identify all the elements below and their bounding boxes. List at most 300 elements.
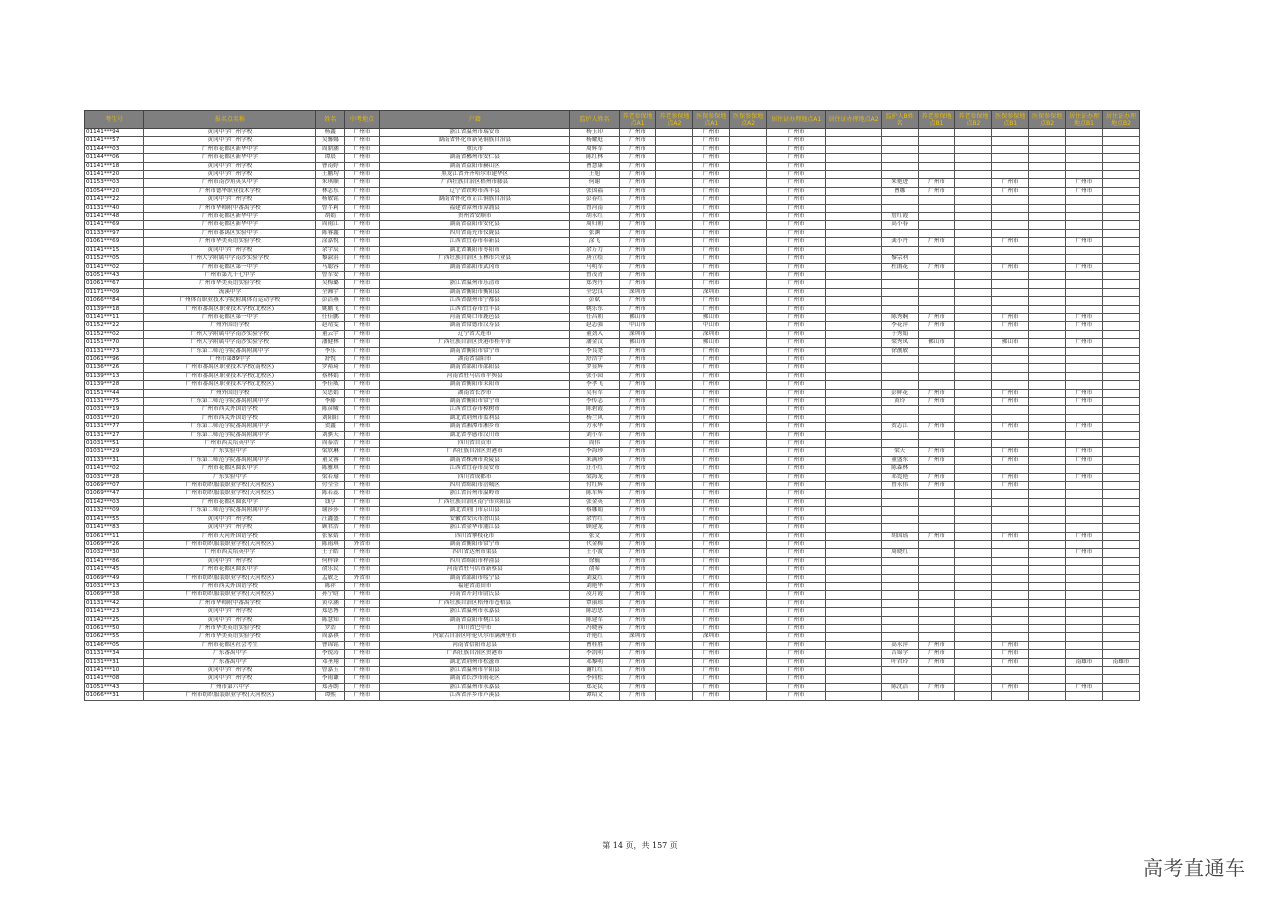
- table-cell: 广东第二师范学院番禺附属中学: [144, 431, 316, 439]
- table-row: [85, 624, 1140, 632]
- table-cell: [656, 473, 693, 481]
- table-row: [85, 330, 1140, 338]
- table-cell: [1066, 280, 1103, 288]
- table-cell: 01062***55: [85, 633, 144, 641]
- table-cell: 01141***55: [85, 515, 144, 523]
- table-cell: 陈森林: [881, 465, 918, 473]
- table-cell: [1102, 490, 1139, 498]
- table-cell: [379, 271, 570, 279]
- table-cell: [1066, 675, 1103, 683]
- table-cell: 广州市: [767, 524, 826, 532]
- table-cell: 周雨江: [316, 221, 345, 229]
- table-cell: [881, 498, 918, 506]
- table-cell: 广州市: [345, 389, 380, 397]
- table-cell: [1066, 633, 1103, 641]
- table-row: [85, 364, 1140, 372]
- column-header: 医保参保地点B2: [1029, 111, 1066, 129]
- table-cell: 广州市: [619, 238, 656, 246]
- table-cell: [730, 179, 767, 187]
- table-cell: [881, 297, 918, 305]
- table-cell: 广州市: [693, 582, 730, 590]
- table-cell: [992, 129, 1029, 137]
- table-cell: [1066, 305, 1103, 313]
- table-cell: [1066, 204, 1103, 212]
- table-cell: 广州市花都区新华中学: [144, 154, 316, 162]
- table-cell: 广州市: [619, 473, 656, 481]
- table-cell: 广州市: [693, 423, 730, 431]
- table-cell: [730, 154, 767, 162]
- table-cell: [881, 196, 918, 204]
- table-cell: [730, 540, 767, 548]
- table-cell: 广州市: [693, 355, 730, 363]
- table-cell: 广州市: [1066, 238, 1103, 246]
- table-cell: 广州市: [619, 448, 656, 456]
- table-cell: 邓霓艳: [881, 473, 918, 481]
- table-cell: [826, 154, 881, 162]
- table-cell: [881, 440, 918, 448]
- table-cell: [1102, 591, 1139, 599]
- table-cell: [656, 498, 693, 506]
- table-cell: 广州市: [619, 187, 656, 195]
- table-cell: [730, 683, 767, 691]
- table-cell: 胡国瑶: [881, 532, 918, 540]
- table-row: [85, 490, 1140, 498]
- table-cell: [826, 515, 881, 523]
- table-row: [85, 297, 1140, 305]
- table-cell: [992, 280, 1029, 288]
- table-cell: [730, 650, 767, 658]
- table-cell: 广州市: [992, 473, 1029, 481]
- table-cell: 广州市: [767, 398, 826, 406]
- table-cell: [826, 204, 881, 212]
- column-header: 医保参保地点A2: [730, 111, 767, 129]
- table-cell: [1102, 288, 1139, 296]
- table-cell: [992, 213, 1029, 221]
- table-cell: [881, 507, 918, 515]
- table-row: [85, 129, 1140, 137]
- table-cell: 顾建龙: [570, 524, 619, 532]
- table-cell: [918, 280, 955, 288]
- table-cell: 江西省宜春市高安市: [379, 465, 570, 473]
- table-row: [85, 549, 1140, 557]
- table-cell: [826, 305, 881, 313]
- table-cell: [881, 372, 918, 380]
- table-cell: [992, 221, 1029, 229]
- table-cell: 刘小军: [570, 431, 619, 439]
- table-cell: 高小春: [881, 221, 918, 229]
- table-cell: 广州市: [767, 549, 826, 557]
- table-cell: 广州市: [918, 658, 955, 666]
- table-cell: [881, 633, 918, 641]
- table-cell: 广州市天河外国语学校: [144, 532, 316, 540]
- table-cell: [656, 574, 693, 582]
- table-cell: [992, 204, 1029, 212]
- table-row: [85, 389, 1140, 397]
- table-cell: [955, 364, 992, 372]
- table-cell: 胡永红: [570, 213, 619, 221]
- table-cell: 广州市花都区新华中学: [144, 145, 316, 153]
- table-cell: [955, 255, 992, 263]
- table-cell: [730, 129, 767, 137]
- student-table: [84, 110, 1140, 701]
- table-cell: [1029, 599, 1066, 607]
- table-cell: [656, 675, 693, 683]
- table-cell: [992, 515, 1029, 523]
- table-cell: 任佳鹏: [316, 313, 345, 321]
- table-cell: 广州市: [619, 305, 656, 313]
- table-cell: [918, 633, 955, 641]
- table-cell: 曹娜: [881, 187, 918, 195]
- table-cell: [826, 364, 881, 372]
- table-cell: 广州市: [345, 347, 380, 355]
- table-cell: [918, 582, 955, 590]
- table-cell: 广州市: [345, 456, 380, 464]
- table-cell: [955, 624, 992, 632]
- table-cell: 邓黎明: [570, 658, 619, 666]
- table-cell: 河南省驻马店市平舆县: [379, 372, 570, 380]
- table-cell: [1102, 608, 1139, 616]
- table-cell: 广州市: [619, 137, 656, 145]
- table-cell: 江西省萍乡市芦溪县: [379, 692, 570, 700]
- table-cell: 米满珍: [570, 456, 619, 464]
- table-cell: 江西省宜春市奉新县: [379, 238, 570, 246]
- table-cell: 贺鑫: [316, 423, 345, 431]
- table-cell: [881, 667, 918, 675]
- table-cell: 湖南省怀化市芷江侗族自治县: [379, 196, 570, 204]
- table-cell: [730, 574, 767, 582]
- table-cell: [826, 557, 881, 565]
- table-cell: [826, 238, 881, 246]
- table-cell: [918, 196, 955, 204]
- table-cell: [826, 221, 881, 229]
- table-cell: [826, 187, 881, 195]
- table-cell: 广州市: [767, 187, 826, 195]
- table-cell: 广州市: [767, 667, 826, 675]
- table-cell: 张小园: [570, 372, 619, 380]
- table-cell: [656, 532, 693, 540]
- table-cell: 深圳市: [619, 633, 656, 641]
- table-row: [85, 347, 1140, 355]
- table-cell: [918, 162, 955, 170]
- table-cell: [955, 229, 992, 237]
- table-cell: [730, 591, 767, 599]
- table-cell: 张国福: [570, 187, 619, 195]
- table-cell: 安徽省安庆市潜山县: [379, 515, 570, 523]
- table-cell: [826, 599, 881, 607]
- table-cell: 广州市: [619, 482, 656, 490]
- table-cell: 浙江省温州市平阳县: [379, 667, 570, 675]
- column-header: 医保参保地点A1: [693, 111, 730, 129]
- table-cell: 广州市: [693, 650, 730, 658]
- table-cell: 广州市: [619, 549, 656, 557]
- table-row: [85, 154, 1140, 162]
- table-cell: [1102, 667, 1139, 675]
- table-cell: [955, 591, 992, 599]
- table-cell: 吴思娟: [316, 389, 345, 397]
- table-cell: [826, 448, 881, 456]
- column-header: 监护人姓名: [570, 111, 619, 129]
- table-cell: [955, 414, 992, 422]
- table-cell: 广州市: [767, 145, 826, 153]
- table-cell: 广州市: [693, 482, 730, 490]
- table-cell: [1066, 574, 1103, 582]
- table-cell: [955, 683, 992, 691]
- table-cell: 广州市: [767, 599, 826, 607]
- table-cell: [1102, 498, 1139, 506]
- table-cell: 许艳红: [570, 633, 619, 641]
- table-cell: [918, 406, 955, 414]
- table-cell: 01031***13: [85, 582, 144, 590]
- table-cell: 广州市: [345, 204, 380, 212]
- table-row: [85, 641, 1140, 649]
- table-cell: 01032***30: [85, 549, 144, 557]
- table-cell: 佛山市: [619, 339, 656, 347]
- table-cell: 谢红红: [570, 667, 619, 675]
- table-cell: 01069***07: [85, 482, 144, 490]
- table-cell: [1066, 372, 1103, 380]
- table-cell: 广州市华美英语实验学校: [144, 633, 316, 641]
- column-header: 居住证办理地点B1: [1066, 111, 1103, 129]
- table-cell: 广州市: [345, 246, 380, 254]
- table-cell: 贺志江: [881, 423, 918, 431]
- table-cell: [1066, 297, 1103, 305]
- table-row: [85, 650, 1140, 658]
- table-row: [85, 414, 1140, 422]
- table-cell: 01141***18: [85, 162, 144, 170]
- table-cell: [656, 221, 693, 229]
- table-cell: 广州市: [1066, 313, 1103, 321]
- table-cell: 南雄市: [1066, 658, 1103, 666]
- table-cell: 广州市: [918, 473, 955, 481]
- table-cell: 01141***11: [85, 313, 144, 321]
- table-cell: 广州市: [1066, 389, 1103, 397]
- table-cell: 广州市: [693, 574, 730, 582]
- table-cell: 广州大学附属中学南沙实验学校: [144, 339, 316, 347]
- table-cell: 广州市: [345, 532, 380, 540]
- table-cell: [1102, 238, 1139, 246]
- table-cell: [1102, 322, 1139, 330]
- table-cell: [656, 490, 693, 498]
- table-cell: 湖南省邵阳市邵阳县: [379, 364, 570, 372]
- table-cell: [918, 255, 955, 263]
- table-cell: [826, 213, 881, 221]
- table-cell: [881, 288, 918, 296]
- table-cell: 广州市纺织服装职业学校(天河校区): [144, 540, 316, 548]
- table-cell: [1029, 271, 1066, 279]
- table-cell: [656, 313, 693, 321]
- table-cell: [826, 372, 881, 380]
- table-cell: 广州市: [767, 490, 826, 498]
- table-cell: [992, 162, 1029, 170]
- table-cell: [955, 137, 992, 145]
- table-cell: 广州市: [693, 246, 730, 254]
- table-cell: 广州市: [767, 498, 826, 506]
- table-cell: [992, 549, 1029, 557]
- table-cell: [881, 582, 918, 590]
- table-cell: [1102, 154, 1139, 162]
- table-cell: [656, 524, 693, 532]
- table-cell: 广州市: [345, 549, 380, 557]
- table-cell: 01141***94: [85, 129, 144, 137]
- table-cell: 广州市: [693, 473, 730, 481]
- table-cell: [955, 431, 992, 439]
- table-cell: 曾永伟: [881, 482, 918, 490]
- table-cell: [826, 482, 881, 490]
- table-cell: 广州市: [619, 355, 656, 363]
- table-cell: [826, 650, 881, 658]
- table-cell: [992, 692, 1029, 700]
- table-cell: [826, 137, 881, 145]
- table-cell: [955, 330, 992, 338]
- table-cell: [955, 515, 992, 523]
- table-cell: [730, 263, 767, 271]
- table-cell: 01141***86: [85, 557, 144, 565]
- table-cell: 广州市: [918, 456, 955, 464]
- table-cell: 广州市: [619, 692, 656, 700]
- table-cell: [730, 162, 767, 170]
- table-cell: [881, 162, 918, 170]
- table-cell: 黄冈中学广州学校: [144, 515, 316, 523]
- table-cell: [1066, 624, 1103, 632]
- table-cell: 张家婧: [316, 532, 345, 540]
- table-cell: 佛山市: [992, 339, 1029, 347]
- table-cell: 广州市: [345, 650, 380, 658]
- table-cell: [1029, 608, 1066, 616]
- table-cell: [955, 582, 992, 590]
- table-cell: [730, 305, 767, 313]
- table-cell: 01031***51: [85, 440, 144, 448]
- table-cell: 郑足民: [570, 683, 619, 691]
- table-cell: 广州市: [619, 465, 656, 473]
- table-cell: 广州市: [767, 608, 826, 616]
- table-cell: [881, 692, 918, 700]
- table-cell: 01066***31: [85, 692, 144, 700]
- table-cell: [955, 187, 992, 195]
- table-cell: 广州市: [1066, 683, 1103, 691]
- table-cell: 广州市: [767, 692, 826, 700]
- table-cell: 广州大学附属中学南沙实验学校: [144, 330, 316, 338]
- table-cell: 广州市: [767, 255, 826, 263]
- table-cell: 张金英: [570, 498, 619, 506]
- table-cell: [656, 297, 693, 305]
- table-cell: 深圳市: [693, 330, 730, 338]
- table-cell: 广州市: [619, 650, 656, 658]
- table-row: [85, 423, 1140, 431]
- table-cell: [955, 608, 992, 616]
- table-cell: 广州市: [345, 683, 380, 691]
- table-cell: [656, 246, 693, 254]
- table-cell: [826, 246, 881, 254]
- table-cell: 01131***27: [85, 431, 144, 439]
- table-cell: 广州市: [1066, 456, 1103, 464]
- table-cell: 李海珍: [570, 448, 619, 456]
- table-cell: [1029, 423, 1066, 431]
- table-cell: 王旭: [570, 171, 619, 179]
- table-cell: [1029, 431, 1066, 439]
- table-cell: [992, 364, 1029, 372]
- table-cell: 徐靓敏: [881, 347, 918, 355]
- table-cell: [955, 355, 992, 363]
- table-cell: 广州市: [345, 355, 380, 363]
- table-cell: 广州市: [619, 574, 656, 582]
- table-cell: [918, 675, 955, 683]
- column-header: 养老参保地点B1: [918, 111, 955, 129]
- table-cell: [955, 204, 992, 212]
- table-cell: [881, 271, 918, 279]
- table-cell: 广州市: [619, 213, 656, 221]
- table-cell: 01133***97: [85, 229, 144, 237]
- table-cell: 广州市: [619, 398, 656, 406]
- table-cell: 01141***69: [85, 221, 144, 229]
- table-cell: 广州市: [767, 582, 826, 590]
- table-cell: 广州市: [693, 599, 730, 607]
- table-cell: 广州市: [619, 271, 656, 279]
- table-cell: 广州市纺织服装职业学校(天河校区): [144, 591, 316, 599]
- table-cell: [730, 221, 767, 229]
- column-header: 医保参保地点B1: [992, 111, 1029, 129]
- table-cell: [955, 398, 992, 406]
- table-cell: 广州市: [345, 187, 380, 195]
- table-cell: [1102, 297, 1139, 305]
- table-cell: [826, 456, 881, 464]
- table-row: [85, 221, 1140, 229]
- table-cell: 广州市: [619, 406, 656, 414]
- table-cell: [918, 347, 955, 355]
- table-cell: 覃丽琼: [570, 599, 619, 607]
- table-cell: 孙宁晗: [316, 591, 345, 599]
- table-cell: 广东番禺中学: [144, 650, 316, 658]
- table-cell: [656, 305, 693, 313]
- table-cell: 广州市: [693, 540, 730, 548]
- table-cell: 01131***77: [85, 423, 144, 431]
- table-cell: 周泰浩: [316, 440, 345, 448]
- table-cell: 广州市: [767, 566, 826, 574]
- table-cell: 广州市: [693, 515, 730, 523]
- table-cell: 刘阳阳: [316, 414, 345, 422]
- table-cell: 广西壮族自治区贵港市: [379, 650, 570, 658]
- table-cell: [1102, 406, 1139, 414]
- table-cell: [992, 633, 1029, 641]
- table-cell: [881, 540, 918, 548]
- table-cell: [1066, 364, 1103, 372]
- table-cell: 广州市: [619, 667, 656, 675]
- table-cell: [1029, 498, 1066, 506]
- table-cell: [881, 490, 918, 498]
- table-cell: 广州市: [345, 339, 380, 347]
- table-row: [85, 473, 1140, 481]
- table-cell: [955, 221, 992, 229]
- table-cell: [1029, 179, 1066, 187]
- table-cell: 广州市: [693, 238, 730, 246]
- table-cell: [826, 524, 881, 532]
- table-cell: 李良尧: [570, 347, 619, 355]
- table-cell: 深圳市: [619, 330, 656, 338]
- table-cell: [918, 372, 955, 380]
- table-cell: [1102, 549, 1139, 557]
- table-cell: [992, 667, 1029, 675]
- table-cell: [826, 465, 881, 473]
- table-cell: [730, 507, 767, 515]
- table-cell: 广州市: [345, 313, 380, 321]
- table-cell: 广州市华师附中番禺学校: [144, 204, 316, 212]
- table-cell: [826, 398, 881, 406]
- watermark-logo: 高考直通车: [1143, 856, 1246, 880]
- table-cell: 李传志: [570, 398, 619, 406]
- table-row: [85, 280, 1140, 288]
- table-cell: [826, 532, 881, 540]
- table-cell: [730, 297, 767, 305]
- table-cell: [955, 448, 992, 456]
